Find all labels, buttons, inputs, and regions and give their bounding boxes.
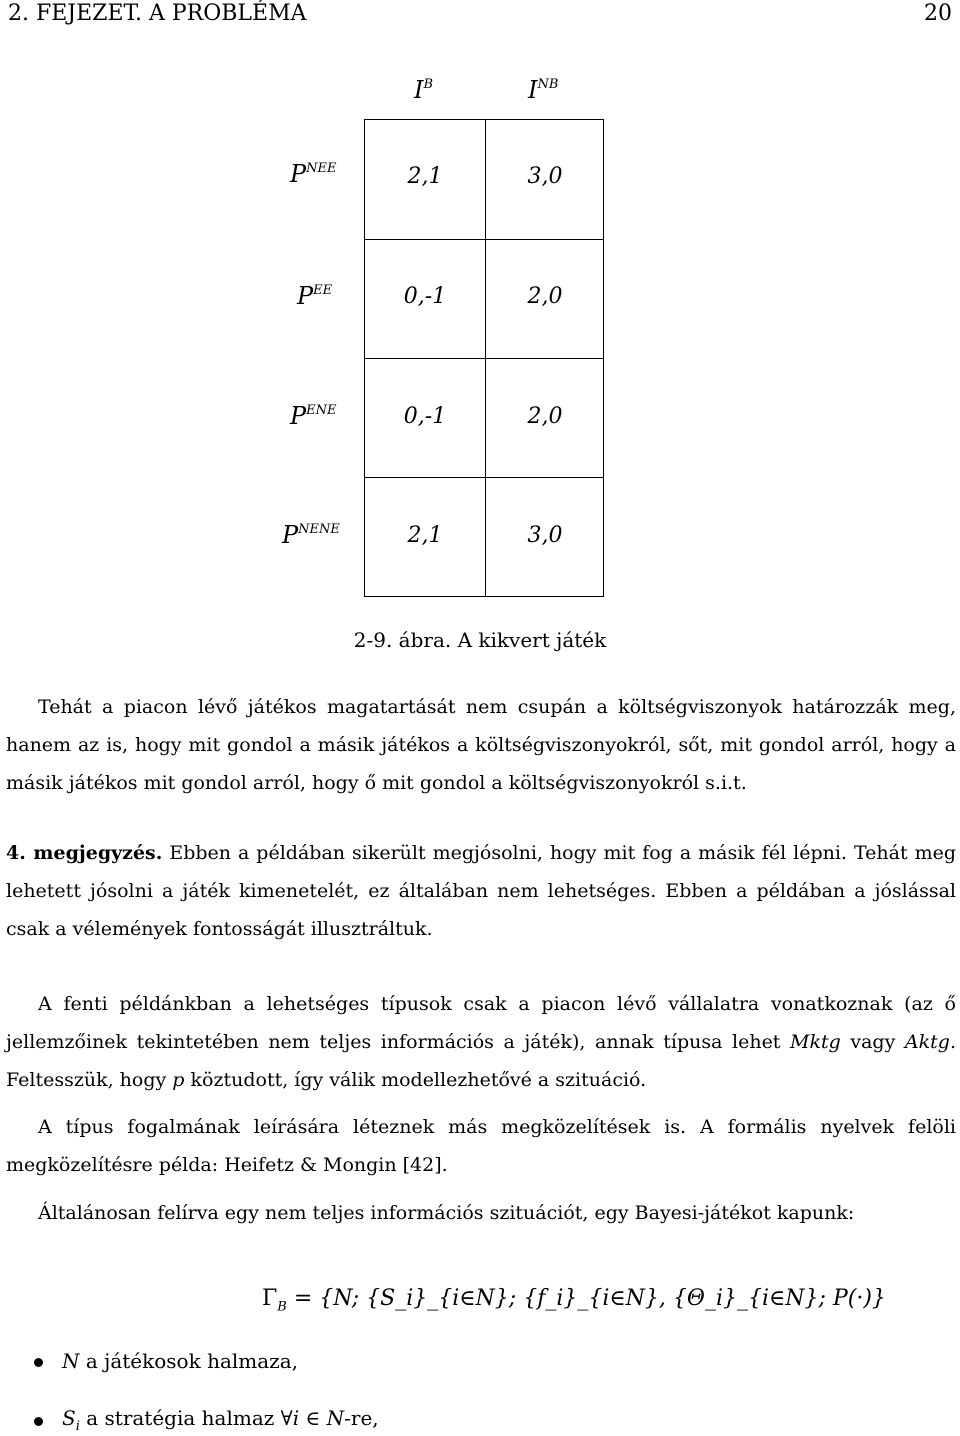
paragraph-text: Általánosan felírva egy nem teljes információs szituációt, egy Bayesi-játékot kapunk: [38, 1202, 855, 1224]
running-header-chapter: 2. FEJEZET. A PROBLÉMA [8, 1, 307, 26]
matrix-cell: 2,1 [407, 164, 443, 189]
remark-paragraph [6, 834, 956, 948]
formula-rhs: = {N; {S_i}_{i∈N}; {f_i}_{i∈N}, {Θ_i}_{i∈N}; P(·)} [293, 1286, 886, 1311]
paragraph-types [6, 985, 956, 1099]
payoff-matrix [364, 119, 604, 597]
figure-caption: 2-9. ábra. A kikvert játék [353, 628, 607, 652]
matrix-divider-horizontal [365, 239, 603, 240]
column-header-inb: $I^{NB}$ [528, 76, 559, 104]
math-mktg: Mktg [790, 1031, 841, 1053]
paragraph-text: A típus fogalmának leírására léteznek más megközelítések is. A formális nyelvek felöli megközelítésre példa: Heifetz & Mongin [42]. [6, 1116, 956, 1176]
bayesian-game-formula [262, 1286, 886, 1314]
matrix-cell: 0,-1 [403, 404, 447, 429]
matrix-divider-horizontal [365, 358, 603, 359]
math-p: p [172, 1069, 185, 1091]
row-header-pene: $P^{ENE}$ [290, 402, 337, 430]
paragraph-intro [6, 688, 956, 802]
bullet-icon [34, 1417, 43, 1426]
matrix-cell: 2,0 [527, 404, 563, 429]
list-item: N a játékosok halmaza, [62, 1349, 298, 1373]
remark-label: 4. megjegyzés. [6, 842, 163, 864]
row-header-pnene: $P^{NENE}$ [282, 521, 340, 549]
matrix-cell: 2,0 [527, 284, 563, 309]
matrix-cell: 0,-1 [403, 284, 447, 309]
matrix-divider-horizontal [365, 477, 603, 478]
paragraph-text: A fenti példánkban a lehetséges típusok csak a piacon lévő vállalatra vonatkoznak (az ő jellemzőinek tekintetében nem teljes információs a játék), annak típusa lehet Mktg vagy Aktg. Feltesszük, hogy p köztudott, így válik modellezhetővé a szituáció. [6, 993, 956, 1091]
column-header-ib: $I^B$ [414, 76, 434, 104]
formula-subscript: B [277, 1299, 287, 1315]
row-header-pnee: $P^{NEE}$ [290, 160, 337, 188]
matrix-cell: 3,0 [527, 523, 563, 548]
paragraph-approaches [6, 1108, 956, 1184]
row-header-pee: $P^{EE}$ [297, 282, 333, 310]
bullet-icon [34, 1358, 43, 1367]
paragraph-bayesian [6, 1194, 956, 1232]
page-number: 20 [924, 1, 952, 26]
remark-text: Ebben a példában sikerült megjósolni, hogy mit fog a másik fél lépni. Tehát meg lehetett jósolni a játék kimenetelét, ez általában nem lehetséges. Ebben a példában a jóslással csak a vélemények fontosságát illusztráltuk. [6, 842, 957, 940]
paragraph-text: Tehát a piacon lévő játékos magatartását nem csupán a költségviszonyok határozzák meg, hanem az is, hogy mit gondol a másik játékos a költségviszonyokról, sőt, mit gondol arról, hogy a másik játékos mit gondol arról, hogy ő mit gondol a költségviszonyokról s.i.t. [6, 696, 956, 794]
matrix-cell: 2,1 [407, 523, 443, 548]
remark-block [6, 834, 956, 948]
matrix-cell: 3,0 [527, 164, 563, 189]
list-item: $S_i$ a stratégia halmaz ∀i ∈ N-re, [62, 1406, 379, 1434]
formula-gamma: Γ [262, 1286, 278, 1311]
math-aktg: Aktg [904, 1031, 950, 1053]
